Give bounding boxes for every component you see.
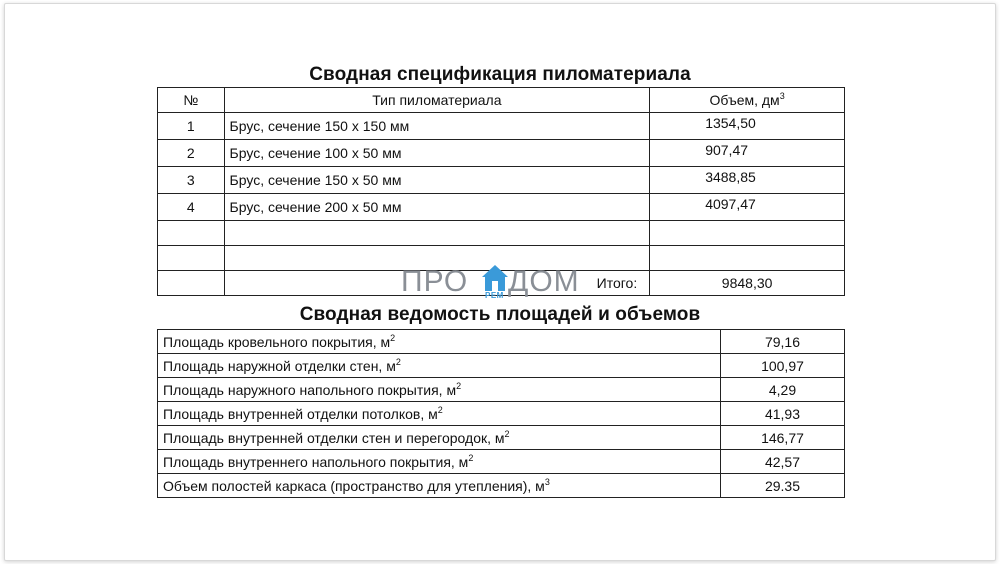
row-volume: 3488,85: [650, 167, 845, 194]
row-type: [224, 221, 650, 246]
logo-word-dom: ДОМ: [508, 265, 580, 298]
area-value: 4,29: [721, 378, 845, 402]
logo-word-pro: ПРО: [401, 265, 469, 298]
table-row: [158, 378, 845, 402]
row-num: 4: [158, 194, 225, 221]
row-volume: [650, 221, 845, 246]
header-num: №: [158, 88, 225, 113]
row-num: [158, 221, 225, 246]
table-row: [158, 474, 845, 498]
area-label: Объем полостей каркаса (пространство для утепления), $м^3$: [158, 474, 721, 498]
table-row: [158, 354, 845, 378]
area-value: 79,16: [721, 330, 845, 354]
header-type: Тип пиломатериала: [224, 88, 650, 113]
logo-sub: РЕМ: [485, 291, 504, 300]
row-volume: 1354,50: [650, 113, 845, 140]
table-row: [158, 450, 845, 474]
area-label: Площадь внутреннего напольного покрытия, $м^2$: [158, 450, 721, 474]
row-volume: [650, 246, 845, 271]
row-type: Брус, сечение 200 х 50 мм: [224, 194, 650, 221]
table-row: [158, 167, 845, 194]
row-type: Брус, сечение 100 х 50 мм: [224, 140, 650, 167]
table-row-empty: [158, 221, 845, 246]
area-label: Площадь внутренней отделки потолков, $м^2$: [158, 402, 721, 426]
area-value: 100,97: [721, 354, 845, 378]
row-type: Брус, сечение 150 х 50 мм: [224, 167, 650, 194]
areas-volumes-table: [157, 329, 845, 498]
area-label: Площадь наружной отделки стен, $м^2$: [158, 354, 721, 378]
area-label: Площадь наружного напольного покрытия, $м^2$: [158, 378, 721, 402]
row-num: 1: [158, 113, 225, 140]
total-value: 9848,30: [650, 271, 845, 296]
row-type: Брус, сечение 150 х 150 мм: [224, 113, 650, 140]
pro-dom-watermark-logo: [401, 263, 601, 303]
table-row: [158, 194, 845, 221]
area-label: Площадь внутренней отделки стен и перегородок, $м^2$: [158, 426, 721, 450]
spec-title: Сводная спецификация пиломатериала: [309, 64, 691, 85]
total-label: Итого:: [224, 271, 650, 296]
area-value: 146,77: [721, 426, 845, 450]
area-label: Площадь кровельного покрытия, $м^2$: [158, 330, 721, 354]
areas-title: Сводная ведомость площадей и объемов: [299, 304, 701, 325]
table-row: [158, 140, 845, 167]
table-row: [158, 330, 845, 354]
total-num-cell: [158, 271, 225, 296]
header-volume: Объем, $дм^3$: [650, 88, 845, 113]
row-num: 2: [158, 140, 225, 167]
area-value: 29.35: [721, 474, 845, 498]
row-volume: 4097,47: [650, 194, 845, 221]
table-header-row: [158, 88, 845, 113]
table-row: [158, 113, 845, 140]
row-num: 3: [158, 167, 225, 194]
area-value: 41,93: [721, 402, 845, 426]
row-volume: 907,47: [650, 140, 845, 167]
row-num: [158, 246, 225, 271]
table-row: [158, 402, 845, 426]
area-value: 42,57: [721, 450, 845, 474]
table-row: [158, 426, 845, 450]
